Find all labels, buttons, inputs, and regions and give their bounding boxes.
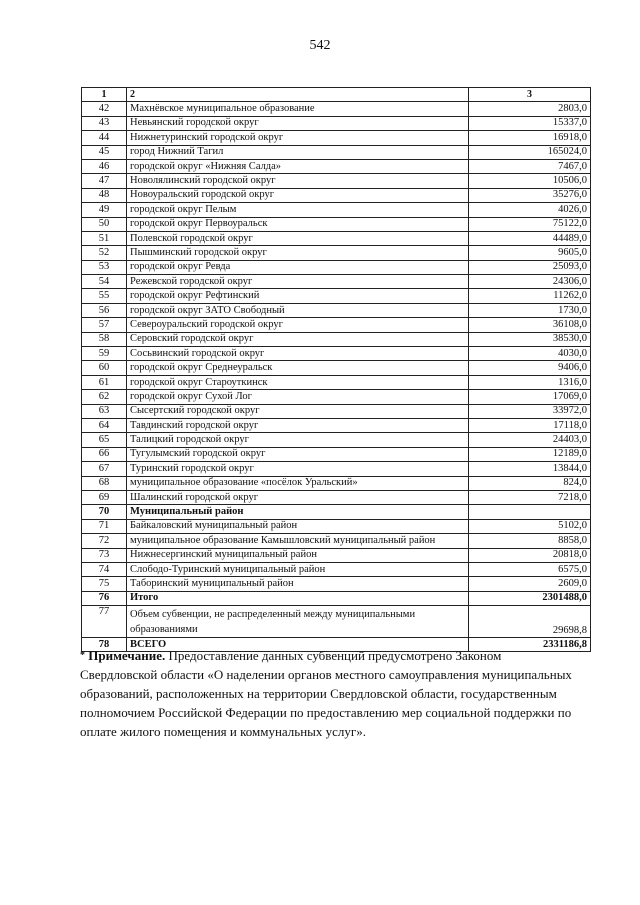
table-row <box>82 246 591 260</box>
row-value: 165024,0 <box>469 145 591 159</box>
row-number: 51 <box>82 231 127 245</box>
row-name: городской округ «Нижняя Салда» <box>127 159 469 173</box>
table-row <box>82 447 591 461</box>
row-value: 16918,0 <box>469 131 591 145</box>
row-value: 13844,0 <box>469 462 591 476</box>
row-number: 62 <box>82 390 127 404</box>
page-number: 542 <box>309 38 331 53</box>
table-row <box>82 490 591 504</box>
row-number: 43 <box>82 116 127 130</box>
row-name: городской округ Пелым <box>127 203 469 217</box>
row-name: муниципальное образование «посёлок Уральский» <box>127 476 469 490</box>
row-value: 1316,0 <box>469 375 591 389</box>
row-name: Талицкий городской округ <box>127 433 469 447</box>
row-value: 38530,0 <box>469 332 591 346</box>
row-name: городской округ Сухой Лог <box>127 390 469 404</box>
row-value: 44489,0 <box>469 231 591 245</box>
row-name: городской округ Первоуральск <box>127 217 469 231</box>
row-name: Слободо-Туринский муниципальный район <box>127 562 469 576</box>
row-number: 42 <box>82 102 127 116</box>
table-row <box>82 159 591 173</box>
row-value: 2331186,8 <box>469 638 591 652</box>
row-value: 20818,0 <box>469 548 591 562</box>
row-name: Серовский городской округ <box>127 332 469 346</box>
table-row <box>82 534 591 548</box>
row-number: 74 <box>82 562 127 576</box>
row-value: 8858,0 <box>469 534 591 548</box>
row-value <box>469 505 591 519</box>
row-number: 65 <box>82 433 127 447</box>
table-row <box>82 404 591 418</box>
row-value: 9406,0 <box>469 361 591 375</box>
row-number: 58 <box>82 332 127 346</box>
footnote-text: Предоставление данных субвенций предусмотрено Законом Свердловской области «О наделении органов местного самоуправления муниципальных образований, расположенных на территории Свердловской области, государственным полномочием Российской Федерации по предоставлению мер социальной поддержки по оплате жилого помещения и коммунальных услуг». <box>80 648 572 739</box>
table-row <box>82 390 591 404</box>
row-value: 15337,0 <box>469 116 591 130</box>
row-value: 29698,8 <box>469 606 591 638</box>
row-name: Нижнесергинский муниципальный район <box>127 548 469 562</box>
row-value: 1730,0 <box>469 303 591 317</box>
row-name: Пышминский городской округ <box>127 246 469 260</box>
table-row <box>82 505 591 519</box>
row-number: 49 <box>82 203 127 217</box>
row-number: 75 <box>82 577 127 591</box>
row-number: 48 <box>82 188 127 202</box>
row-number: 46 <box>82 159 127 173</box>
row-number: 70 <box>82 505 127 519</box>
footnote-star: * <box>80 650 85 661</box>
row-value: 36108,0 <box>469 318 591 332</box>
row-value: 24403,0 <box>469 433 591 447</box>
table-row <box>82 217 591 231</box>
row-number: 77 <box>82 606 127 638</box>
row-name: Махнёвское муниципальное образование <box>127 102 469 116</box>
row-name: Тугулымский городской округ <box>127 447 469 461</box>
row-value: 24306,0 <box>469 275 591 289</box>
row-number: 69 <box>82 490 127 504</box>
row-number: 61 <box>82 375 127 389</box>
row-number: 47 <box>82 174 127 188</box>
table-row <box>82 303 591 317</box>
row-name: городской округ Рефтинский <box>127 289 469 303</box>
table-row <box>82 577 591 591</box>
table-row <box>82 203 591 217</box>
table-row <box>82 562 591 576</box>
table-row <box>82 361 591 375</box>
row-value: 7467,0 <box>469 159 591 173</box>
table-row <box>82 260 591 274</box>
row-name: Новолялинский городской округ <box>127 174 469 188</box>
row-name: Муниципальный район <box>127 505 469 519</box>
row-name: Тавдинский городской округ <box>127 418 469 432</box>
row-value: 2803,0 <box>469 102 591 116</box>
row-number: 55 <box>82 289 127 303</box>
table-row <box>82 519 591 533</box>
row-value: 9605,0 <box>469 246 591 260</box>
row-number: 76 <box>82 591 127 605</box>
table-header-row <box>82 88 591 102</box>
row-number: 56 <box>82 303 127 317</box>
row-value: 12189,0 <box>469 447 591 461</box>
table-row <box>82 591 591 605</box>
row-value: 11262,0 <box>469 289 591 303</box>
row-number: 45 <box>82 145 127 159</box>
row-number: 57 <box>82 318 127 332</box>
row-value: 7218,0 <box>469 490 591 504</box>
column-header-number: 1 <box>82 88 127 102</box>
row-value: 75122,0 <box>469 217 591 231</box>
row-name: городской округ ЗАТО Свободный <box>127 303 469 317</box>
table-row <box>82 433 591 447</box>
table-row <box>82 462 591 476</box>
row-value: 17118,0 <box>469 418 591 432</box>
row-number: 67 <box>82 462 127 476</box>
row-name: Шалинский городской округ <box>127 490 469 504</box>
row-value: 25093,0 <box>469 260 591 274</box>
row-number: 44 <box>82 131 127 145</box>
row-value: 33972,0 <box>469 404 591 418</box>
table-row <box>82 548 591 562</box>
row-value: 5102,0 <box>469 519 591 533</box>
row-number: 50 <box>82 217 127 231</box>
row-name: Объем субвенции, не распределенный между муниципальными образованиями <box>127 606 469 638</box>
table-row <box>82 102 591 116</box>
row-name: городской округ Ревда <box>127 260 469 274</box>
table-row <box>82 145 591 159</box>
row-number: 68 <box>82 476 127 490</box>
row-name: Байкаловский муниципальный район <box>127 519 469 533</box>
table-row <box>82 476 591 490</box>
row-value: 6575,0 <box>469 562 591 576</box>
row-name: Североуральский городской округ <box>127 318 469 332</box>
row-name: городской округ Среднеуральск <box>127 361 469 375</box>
row-name: Таборинский муниципальный район <box>127 577 469 591</box>
table-row <box>82 332 591 346</box>
row-value: 824,0 <box>469 476 591 490</box>
footnote-label: Примечание. <box>88 648 166 663</box>
table-row <box>82 418 591 432</box>
row-number: 53 <box>82 260 127 274</box>
row-name: Сысертский городской округ <box>127 404 469 418</box>
row-number: 72 <box>82 534 127 548</box>
table-row <box>82 275 591 289</box>
row-number: 54 <box>82 275 127 289</box>
row-name: городской округ Староуткинск <box>127 375 469 389</box>
table-body <box>82 102 591 652</box>
row-name: Сосьвинский городской округ <box>127 347 469 361</box>
table-row <box>82 116 591 130</box>
row-value: 35276,0 <box>469 188 591 202</box>
row-name: Режевской городской округ <box>127 275 469 289</box>
footnote <box>80 646 580 741</box>
column-header-value: 3 <box>469 88 591 102</box>
row-number: 73 <box>82 548 127 562</box>
row-number: 63 <box>82 404 127 418</box>
row-number: 64 <box>82 418 127 432</box>
column-header-name: 2 <box>127 88 469 102</box>
row-number: 66 <box>82 447 127 461</box>
row-value: 10506,0 <box>469 174 591 188</box>
row-value: 4026,0 <box>469 203 591 217</box>
row-name: Полевской городской округ <box>127 231 469 245</box>
row-number: 60 <box>82 361 127 375</box>
row-name: ВСЕГО <box>127 638 469 652</box>
row-name: город Нижний Тагил <box>127 145 469 159</box>
row-value: 2301488,0 <box>469 591 591 605</box>
subsidy-table <box>81 87 591 652</box>
row-number: 78 <box>82 638 127 652</box>
row-name: Новоуральский городской округ <box>127 188 469 202</box>
row-name: Туринский городской округ <box>127 462 469 476</box>
table-row <box>82 174 591 188</box>
table-row <box>82 289 591 303</box>
row-name: Нижнетуринский городской округ <box>127 131 469 145</box>
table-row <box>82 131 591 145</box>
row-value: 17069,0 <box>469 390 591 404</box>
row-number: 71 <box>82 519 127 533</box>
row-name: муниципальное образование Камышловский муниципальный район <box>127 534 469 548</box>
table-row <box>82 347 591 361</box>
table-row <box>82 606 591 638</box>
row-number: 52 <box>82 246 127 260</box>
row-value: 4030,0 <box>469 347 591 361</box>
table-row <box>82 318 591 332</box>
table-row <box>82 375 591 389</box>
row-name: Итого <box>127 591 469 605</box>
row-value: 2609,0 <box>469 577 591 591</box>
row-name: Невьянский городской округ <box>127 116 469 130</box>
row-number: 59 <box>82 347 127 361</box>
table-row <box>82 231 591 245</box>
table-row <box>82 188 591 202</box>
